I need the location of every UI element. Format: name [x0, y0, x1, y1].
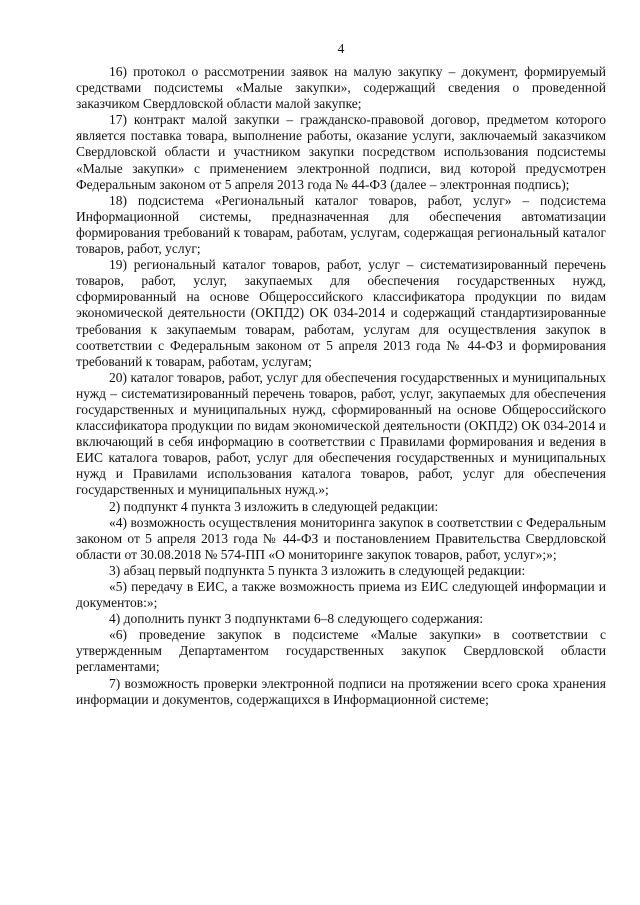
paragraph-amendment-3: 3) абзац первый подпункта 5 пункта 3 изложить в следующей редакции:	[109, 562, 526, 578]
paragraph-subitem-6: «6) проведение закупок в подсистеме «Малые закупки» в соответствии с утвержденным Департаментом государственных закупок Свердловской области регламентами;	[76, 627, 606, 675]
paragraph-item-16: 16) протокол о рассмотрении заявок на малую закупку – документ, формируемый средствами подсистемы «Малые закупки», содержащий сведения о проведенной заказчиком Свердловской области малой закупке;	[76, 64, 606, 112]
paragraph-subitem-7: 7) возможность проверки электронной подписи на протяжении всего срока хранения информации и документов, содержащихся в Информационной системе;	[76, 675, 606, 707]
paragraph-item-17: 17) контракт малой закупки – гражданско-правовой договор, предметом которого является поставка товара, выполнение работы, оказание услуги, заключаемый заказчиком Свердловской области и участником закупки посредством использования подсистемы «Малые закупки» с применением электронной подписи, вид которой предусмотрен Федеральным законом от 5 апреля 2013 года № 44-ФЗ (далее – электронная подпись);	[76, 112, 606, 192]
paragraph-subitem-4: «4) возможность осуществления мониторинга закупок в соответствии с Федеральным законом от 5 апреля 2013 года № 44-ФЗ и постановлением Правительства Свердловской области от 30.08.2018 № 574-ПП «О мониторинге закупок товаров, работ, услуг»;»;	[76, 514, 606, 562]
document-page	[76, 40, 606, 708]
paragraph-amendment-4: 4) дополнить пункт 3 подпунктами 6–8 следующего содержания:	[109, 611, 484, 627]
paragraph-item-18: 18) подсистема «Региональный каталог товаров, работ, услуг» – подсистема Информационной системы, предназначенная для обеспечения автоматизации формирования требований к товарам, работам, услугам, содержащая региональный каталог товаров, работ, услуг;	[76, 192, 606, 257]
paragraph-subitem-5: «5) передачу в ЕИС, а также возможность приема из ЕИС следующей информации и документов:»;	[76, 579, 606, 611]
paragraph-amendment-2: 2) подпункт 4 пункта 3 изложить в следующей редакции:	[109, 498, 439, 514]
page-number: 4	[337, 41, 345, 56]
paragraph-item-20: 20) каталог товаров, работ, услуг для обеспечения государственных и муниципальных нужд – систематизированный перечень товаров, работ, услуг, закупаемых для обеспечения государственных и муниципальных нужд, сформированный на основе Общероссийского классификатора продукции по видам экономической деятельности (ОКПД2) ОК 034-2014 и включающий в себя информацию в соответствии с Правилами формирования и ведения в ЕИС каталога товаров, работ, услуг для обеспечения государственных и муниципальных нужд и Правилами использования каталога товаров, работ, услуг для обеспечения государственных и муниципальных нужд.»;	[76, 369, 606, 498]
paragraph-item-19: 19) региональный каталог товаров, работ, услуг – систематизированный перечень товаров, работ, услуг, закупаемых для обеспечения государственных нужд, сформированный на основе Общероссийского классификатора продукции по видам экономической деятельности (ОКПД2) ОК 034-2014 и содержащий стандартизированные требования к закупаемым товарам, работам, услугам для осуществления закупок в соответствии с Федеральным законом от 5 апреля 2013 года № 44-ФЗ и формирования требований к товарам, работам, услугам;	[76, 257, 606, 369]
